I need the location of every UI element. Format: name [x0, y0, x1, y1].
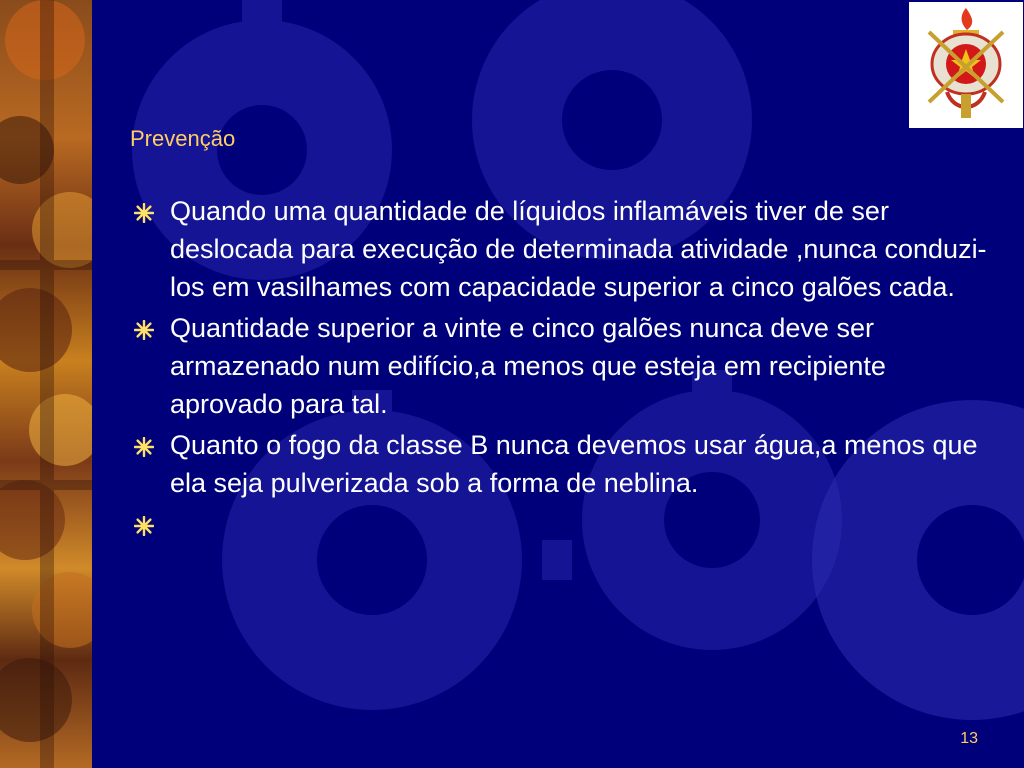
bullet-item [132, 309, 992, 423]
slide-title: Prevenção [130, 126, 236, 151]
bullet-text: Quantidade superior a vinte e cinco galões nunca deve ser armazenado num edifício,a menos que esteja em recipiente aprovado para tal. [170, 313, 886, 419]
bullet-text: Quanto o fogo da classe B nunca devemos usar água,a menos que ela seja pulverizada sob a forma de neblina. [170, 430, 978, 498]
bullet-item [132, 426, 992, 502]
sunburst-bullet-icon [134, 203, 154, 223]
fire-department-emblem-icon [909, 2, 1023, 128]
sunburst-bullet-icon [134, 516, 154, 536]
bullet-list [132, 192, 992, 546]
gear-collage-icon [0, 0, 92, 768]
bullet-item-empty [132, 505, 992, 543]
sunburst-bullet-icon [134, 437, 154, 457]
bullet-text: Quando uma quantidade de líquidos inflamáveis tiver de ser deslocada para execução de determinada atividade ,nunca conduzi-los em vasilhames com capacidade superior a cinco galões cada. [170, 196, 987, 302]
page-number: 13 [960, 730, 978, 747]
sunburst-bullet-icon [134, 320, 154, 340]
bullet-item [132, 192, 992, 306]
decorative-side-strip [0, 0, 92, 768]
